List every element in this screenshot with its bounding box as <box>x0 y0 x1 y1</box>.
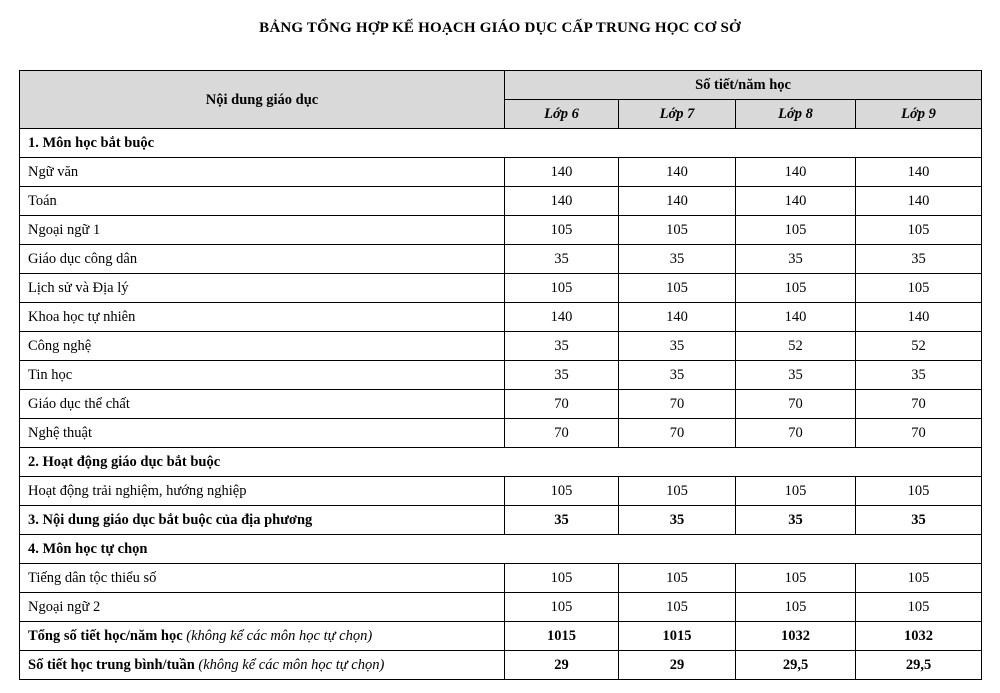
cell-grade-6: 105 <box>505 477 619 506</box>
cell-grade-8: 140 <box>736 303 856 332</box>
row-label-note: (không kể các môn học tự chọn) <box>198 657 385 673</box>
cell-grade-6: 105 <box>505 274 619 303</box>
cell-grade-7: 140 <box>619 158 736 187</box>
row-label: Tiếng dân tộc thiểu số <box>20 564 505 593</box>
table-header <box>20 71 982 129</box>
cell-grade-7: 105 <box>619 216 736 245</box>
header-grade-8: Lớp 8 <box>736 100 856 129</box>
table-row <box>20 187 982 216</box>
cell-grade-9: 29,5 <box>856 651 982 680</box>
cell-grade-9: 140 <box>856 187 982 216</box>
education-plan-table <box>19 70 982 680</box>
table-row <box>20 274 982 303</box>
cell-grade-9: 52 <box>856 332 982 361</box>
row-label: Giáo dục thể chất <box>20 390 505 419</box>
cell-grade-7: 35 <box>619 506 736 535</box>
cell-grade-6: 35 <box>505 506 619 535</box>
row-label: Toán <box>20 187 505 216</box>
cell-grade-9: 105 <box>856 593 982 622</box>
row-label <box>20 651 505 680</box>
cell-grade-8: 140 <box>736 187 856 216</box>
cell-grade-9: 70 <box>856 419 982 448</box>
cell-grade-8: 105 <box>736 564 856 593</box>
cell-grade-8: 29,5 <box>736 651 856 680</box>
section-row <box>20 129 982 158</box>
section-empty-cell <box>505 535 982 564</box>
cell-grade-6: 140 <box>505 158 619 187</box>
cell-grade-7: 140 <box>619 187 736 216</box>
cell-grade-7: 105 <box>619 477 736 506</box>
row-label: 4. Môn học tự chọn <box>20 535 505 564</box>
cell-grade-8: 35 <box>736 506 856 535</box>
cell-grade-8: 70 <box>736 419 856 448</box>
cell-grade-6: 140 <box>505 187 619 216</box>
cell-grade-7: 140 <box>619 303 736 332</box>
cell-grade-8: 105 <box>736 274 856 303</box>
cell-grade-9: 35 <box>856 506 982 535</box>
row-label: Khoa học tự nhiên <box>20 303 505 332</box>
header-grade-9: Lớp 9 <box>856 100 982 129</box>
row-label: 2. Hoạt động giáo dục bắt buộc <box>20 448 505 477</box>
header-periods-group: Số tiết/năm học <box>505 71 982 100</box>
cell-grade-6: 29 <box>505 651 619 680</box>
cell-grade-9: 35 <box>856 361 982 390</box>
row-label: 3. Nội dung giáo dục bắt buộc của địa phương <box>20 506 505 535</box>
cell-grade-9: 1032 <box>856 622 982 651</box>
row-label: Ngữ văn <box>20 158 505 187</box>
cell-grade-6: 35 <box>505 361 619 390</box>
table-row <box>20 564 982 593</box>
row-label: Ngoại ngữ 1 <box>20 216 505 245</box>
table-row <box>20 419 982 448</box>
cell-grade-7: 35 <box>619 361 736 390</box>
cell-grade-8: 70 <box>736 390 856 419</box>
row-label <box>20 622 505 651</box>
cell-grade-8: 105 <box>736 216 856 245</box>
cell-grade-8: 105 <box>736 477 856 506</box>
cell-grade-6: 70 <box>505 390 619 419</box>
document-title: BẢNG TỔNG HỢP KẾ HOẠCH GIÁO DỤC CẤP TRUNG HỌC CƠ SỞ <box>259 20 741 36</box>
cell-grade-6: 105 <box>505 593 619 622</box>
table-row <box>20 158 982 187</box>
cell-grade-9: 105 <box>856 564 982 593</box>
row-label: Giáo dục công dân <box>20 245 505 274</box>
row-label: Lịch sử và Địa lý <box>20 274 505 303</box>
table-row <box>20 216 982 245</box>
total-row <box>20 622 982 651</box>
cell-grade-8: 105 <box>736 593 856 622</box>
section-empty-cell <box>505 129 982 158</box>
cell-grade-7: 29 <box>619 651 736 680</box>
cell-grade-8: 52 <box>736 332 856 361</box>
row-label: Ngoại ngữ 2 <box>20 593 505 622</box>
cell-grade-7: 70 <box>619 419 736 448</box>
table-row <box>20 361 982 390</box>
cell-grade-9: 70 <box>856 390 982 419</box>
header-grade-7: Lớp 7 <box>619 100 736 129</box>
section-row <box>20 448 982 477</box>
cell-grade-7: 105 <box>619 274 736 303</box>
row-label: Nghệ thuật <box>20 419 505 448</box>
table-row <box>20 245 982 274</box>
cell-grade-6: 140 <box>505 303 619 332</box>
cell-grade-7: 105 <box>619 564 736 593</box>
row-label-note: (không kể các môn học tự chọn) <box>186 628 373 644</box>
section-empty-cell <box>505 448 982 477</box>
table-row <box>20 303 982 332</box>
cell-grade-9: 105 <box>856 477 982 506</box>
cell-grade-8: 35 <box>736 245 856 274</box>
row-label: 1. Môn học bắt buộc <box>20 129 505 158</box>
cell-grade-9: 140 <box>856 303 982 332</box>
cell-grade-7: 35 <box>619 245 736 274</box>
cell-grade-9: 105 <box>856 216 982 245</box>
total-row <box>20 651 982 680</box>
row-label: Hoạt động trải nghiệm, hướng nghiệp <box>20 477 505 506</box>
header-content-col: Nội dung giáo dục <box>20 71 505 129</box>
cell-grade-9: 105 <box>856 274 982 303</box>
table-row <box>20 593 982 622</box>
cell-grade-6: 1015 <box>505 622 619 651</box>
cell-grade-6: 35 <box>505 332 619 361</box>
cell-grade-8: 35 <box>736 361 856 390</box>
cell-grade-8: 1032 <box>736 622 856 651</box>
row-label-main: Tổng số tiết học/năm học <box>28 628 183 644</box>
header-grade-6: Lớp 6 <box>505 100 619 129</box>
cell-grade-8: 140 <box>736 158 856 187</box>
table-row <box>20 390 982 419</box>
row-label-main: Số tiết học trung bình/tuần <box>28 657 195 673</box>
cell-grade-9: 140 <box>856 158 982 187</box>
section-row <box>20 506 982 535</box>
cell-grade-7: 1015 <box>619 622 736 651</box>
row-label: Công nghệ <box>20 332 505 361</box>
table-row <box>20 477 982 506</box>
cell-grade-7: 70 <box>619 390 736 419</box>
cell-grade-7: 35 <box>619 332 736 361</box>
cell-grade-6: 105 <box>505 564 619 593</box>
table-row <box>20 332 982 361</box>
section-row <box>20 535 982 564</box>
cell-grade-6: 70 <box>505 419 619 448</box>
table-body <box>20 129 982 680</box>
cell-grade-7: 105 <box>619 593 736 622</box>
cell-grade-6: 35 <box>505 245 619 274</box>
cell-grade-6: 105 <box>505 216 619 245</box>
row-label: Tin học <box>20 361 505 390</box>
cell-grade-9: 35 <box>856 245 982 274</box>
